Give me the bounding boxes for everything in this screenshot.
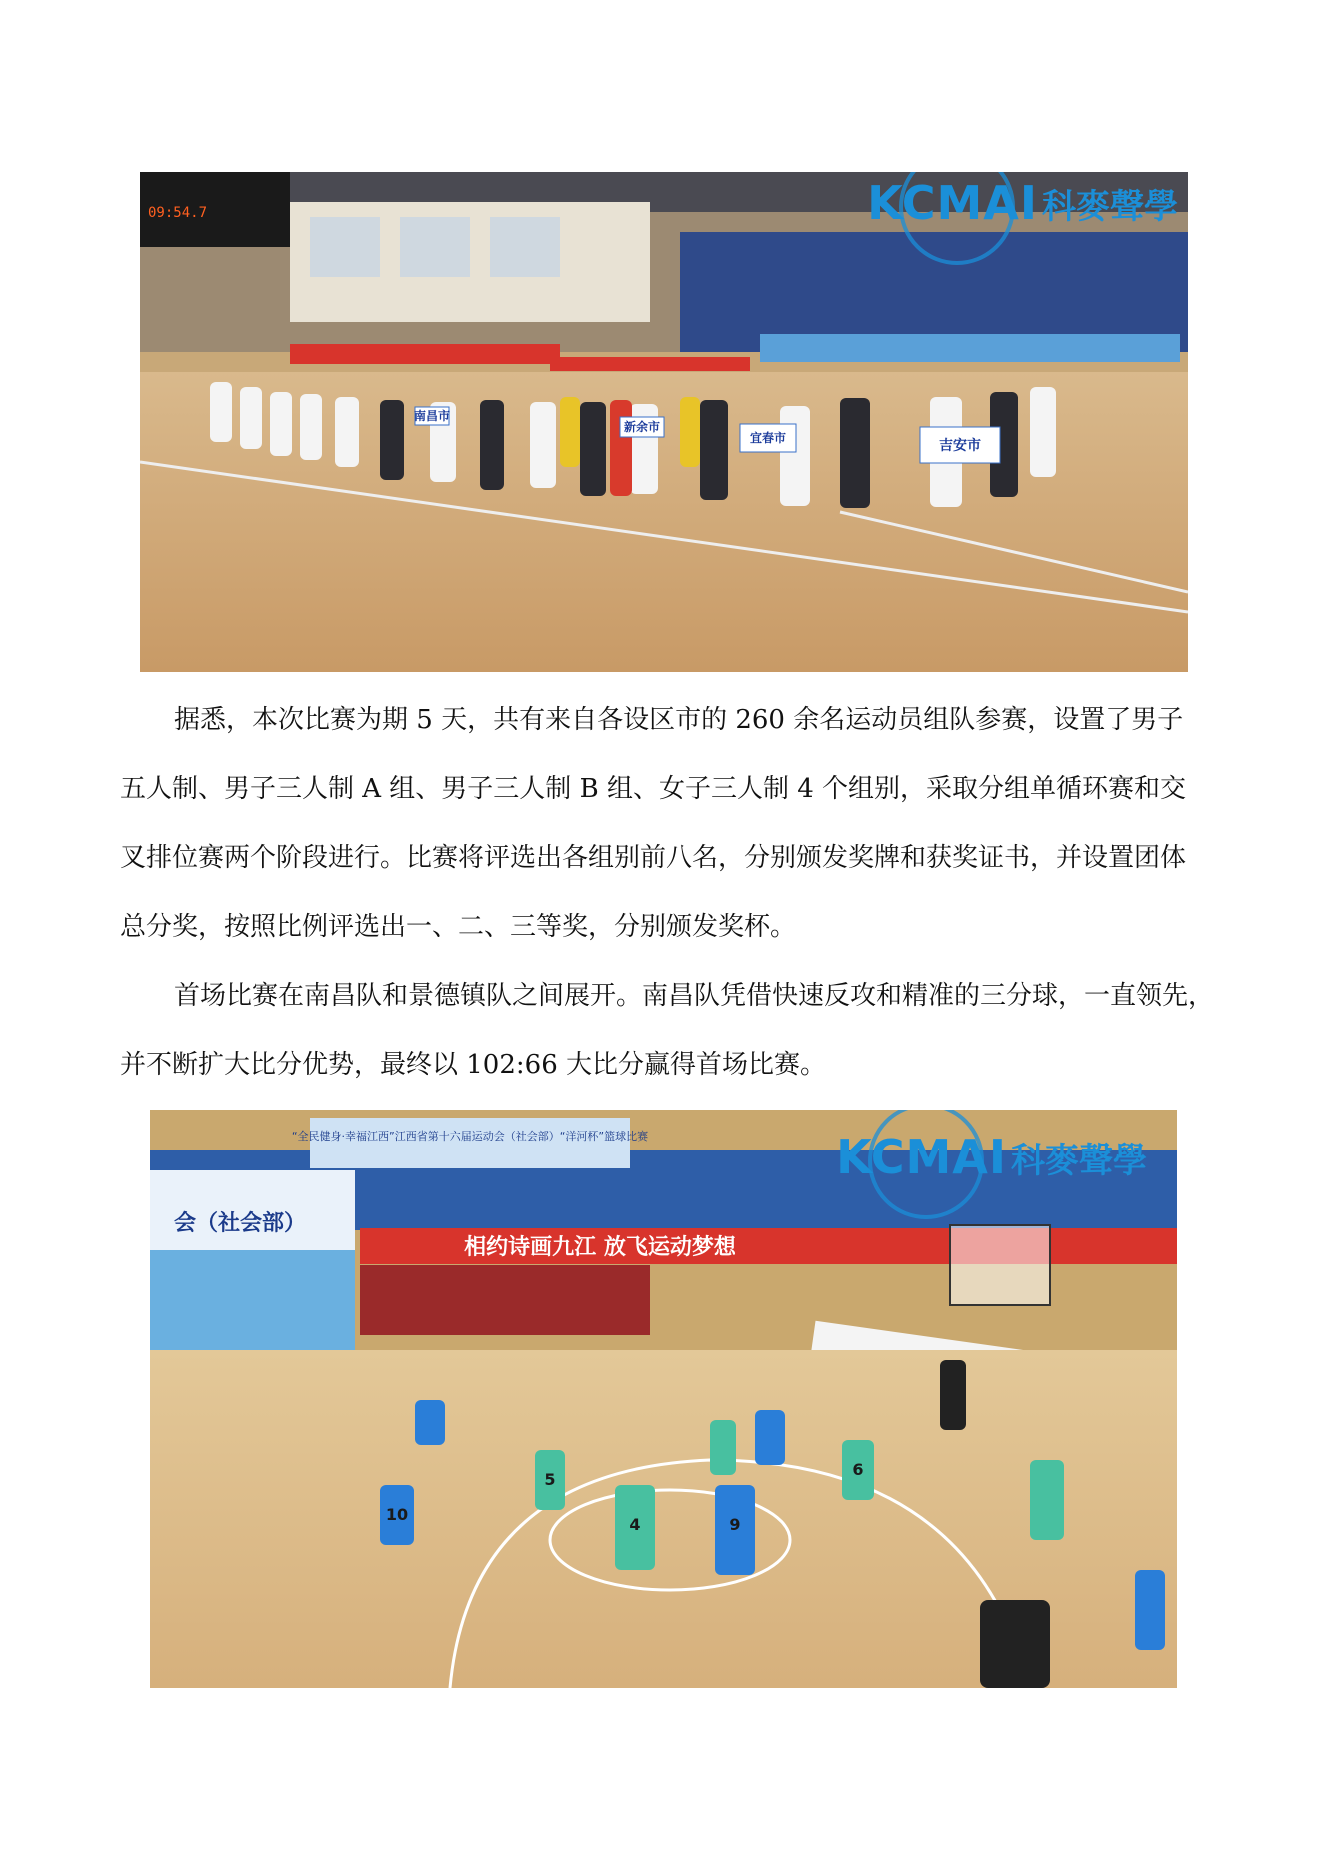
top-banner-text: “全民健身·幸福江西”江西省第十六届运动会（社会部）“洋河杯”篮球比赛 xyxy=(291,1130,649,1143)
watermark-en-2: KCMAI xyxy=(836,1130,1007,1184)
article-paragraph-2 xyxy=(120,962,1215,1100)
jersey-5: 5 xyxy=(544,1470,556,1489)
paragraph-1-line-4: 总分奖，按照比例评选出一、二、三等奖，分别颁发奖杯。 xyxy=(120,912,797,942)
kcmai-watermark-2 xyxy=(836,1130,1147,1184)
jersey-10: 10 xyxy=(385,1505,409,1524)
side-board-text: 会（社会部） xyxy=(173,1211,307,1236)
paragraph-1-line-2: 五人制、男子三人制 A 组、男子三人制 B 组、女子三人制 4 个组别，采取分组单循环赛和交 xyxy=(120,774,1187,804)
watermark-cn: 科麥聲學 xyxy=(1042,186,1178,227)
kcmai-watermark xyxy=(867,176,1178,230)
paragraph-1-line-3: 叉排位赛两个阶段进行。比赛将评选出各组别前八名，分别颁发奖牌和获奖证书，并设置团体 xyxy=(120,843,1187,873)
article-paragraph-1 xyxy=(120,686,1210,962)
sign-xinyu: 新余市 xyxy=(623,420,661,434)
sign-nanchang: 南昌市 xyxy=(413,409,451,423)
paragraph-2-line-2: 并不断扩大比分优势，最终以 102:66 大比分赢得首场比赛。 xyxy=(120,1050,826,1080)
jersey-9: 9 xyxy=(729,1515,741,1534)
paragraph-2-line-1: 首场比赛在南昌队和景德镇队之间展开。南昌队凭借快速反攻和精准的三分球，一直领先， xyxy=(174,981,1215,1011)
opening-ceremony-photo xyxy=(140,172,1188,672)
paragraph-1-line-1: 据悉，本次比赛为期 5 天，共有来自各设区市的 260 余名运动员组队参赛，设置了男子 xyxy=(174,705,1184,735)
sign-yichun: 宜春市 xyxy=(749,431,787,445)
game-illustration xyxy=(150,1110,1177,1688)
watermark-cn-2: 科麥聲學 xyxy=(1011,1140,1147,1181)
game-photo xyxy=(150,1110,1177,1688)
jersey-6: 6 xyxy=(852,1460,864,1479)
watermark-en: KCMAI xyxy=(867,176,1038,230)
red-banner-text: 相约诗画九江 放飞运动梦想 xyxy=(464,1235,736,1260)
jersey-4: 4 xyxy=(629,1515,641,1534)
ceremony-illustration xyxy=(140,172,1188,672)
sign-jian: 吉安市 xyxy=(939,438,981,454)
scoreboard-time: 09:54.7 xyxy=(148,205,208,221)
